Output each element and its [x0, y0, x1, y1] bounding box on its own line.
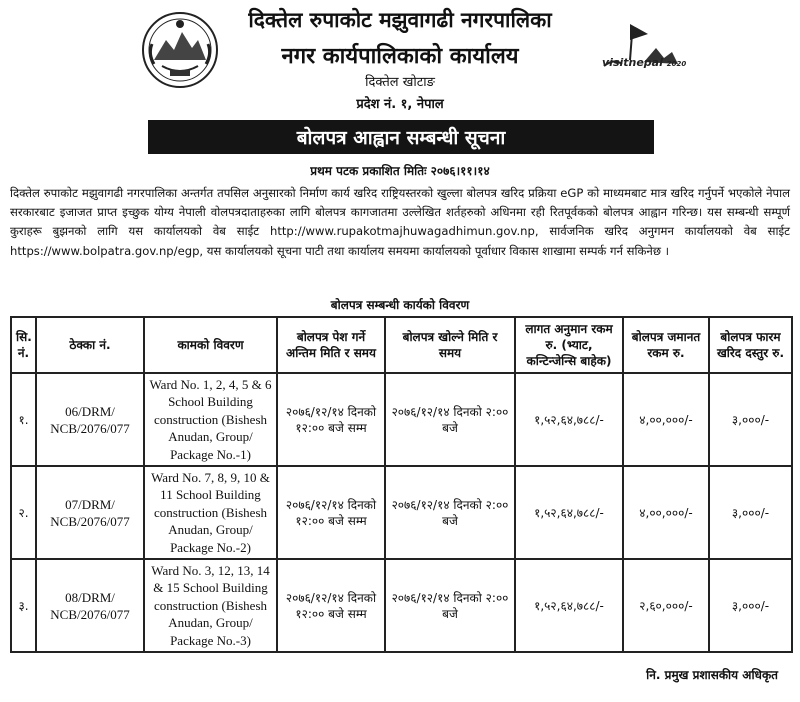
tender-table [10, 316, 793, 653]
cell-opening-date: २०७६/१२/१४ दिनको २:०० बजे [385, 373, 515, 466]
office-name: नगर कार्यपालिकाको कार्यालय [281, 44, 519, 69]
cell-work-description: Ward No. 7, 8, 9, 10 & 11 School Building construction (Bishesh Anudan, Group/ Package No.-2) [144, 466, 277, 559]
header-opening-date: बोलपत्र खोल्ने मिति र समय [385, 317, 515, 373]
cell-bid-security: २,६०,०००/- [623, 559, 709, 652]
cell-submission-deadline: २०७६/१२/१४ दिनको १२:०० बजे सम्म [277, 559, 385, 652]
office-location: दिक्तेल खोटाङ [365, 75, 435, 90]
cell-cost-estimate: १,५२,६४,७८८/- [515, 559, 623, 652]
province-line: प्रदेश नं. १, नेपाल [356, 97, 444, 112]
notice-title-banner: बोलपत्र आह्वान सम्बन्धी सूचना [148, 120, 654, 154]
cell-work-description: Ward No. 3, 12, 13, 14 & 15 School Building construction (Bishesh Anudan, Group/ Package No.-3) [144, 559, 277, 652]
header-form-fee: बोलपत्र फारम खरिद दस्तुर रु. [709, 317, 792, 373]
cell-form-fee: ३,०००/- [709, 373, 792, 466]
cell-cost-estimate: १,५२,६४,७८८/- [515, 373, 623, 466]
header-sn: सि. नं. [11, 317, 36, 373]
cell-form-fee: ३,०००/- [709, 466, 792, 559]
cell-sn: १. [11, 373, 36, 466]
table-row [11, 466, 792, 559]
table-row [11, 373, 792, 466]
cell-cost-estimate: १,५२,६४,७८८/- [515, 466, 623, 559]
cell-opening-date: २०७६/१२/१४ दिनको २:०० बजे [385, 559, 515, 652]
table-header-row [11, 317, 792, 373]
cell-bid-security: ४,००,०००/- [623, 466, 709, 559]
cell-sn: २. [11, 466, 36, 559]
table-row [11, 559, 792, 652]
header-bid-security: बोलपत्र जमानत रकम रु. [623, 317, 709, 373]
cell-sn: ३. [11, 559, 36, 652]
cell-contract-no: 07/DRM/ NCB/2076/077 [36, 466, 144, 559]
header-work-description: कामको विवरण [144, 317, 277, 373]
visit-nepal-logo-text: visitnepal 2020 [602, 56, 687, 69]
notice-header [0, 0, 800, 118]
publish-date: प्रथम पटक प्रकाशित मितिः २०७६।११।१४ [310, 164, 490, 178]
cell-form-fee: ३,०००/- [709, 559, 792, 652]
cell-submission-deadline: २०७६/१२/१४ दिनको १२:०० बजे सम्म [277, 466, 385, 559]
visit-nepal-logo-icon [600, 20, 680, 84]
header-submission-deadline: बोलपत्र पेश गर्ने अन्तिम मिति र समय [277, 317, 385, 373]
table-title: बोलपत्र सम्बन्धी कार्यको विवरण [330, 298, 470, 312]
cell-contract-no: 08/DRM/ NCB/2076/077 [36, 559, 144, 652]
cell-work-description: Ward No. 1, 2, 4, 5 & 6 School Building construction (Bishesh Anudan, Group/ Package No.-1) [144, 373, 277, 466]
cell-opening-date: २०७६/१२/१४ दिनको २:०० बजे [385, 466, 515, 559]
cell-submission-deadline: २०७६/१२/१४ दिनको १२:०० बजे सम्म [277, 373, 385, 466]
cell-contract-no: 06/DRM/ NCB/2076/077 [36, 373, 144, 466]
header-cost-estimate: लागत अनुमान रकम रु. (भ्याट, कन्टिन्जेन्सि बाहेक) [515, 317, 623, 373]
municipality-name: दिक्तेल रुपाकोट मझुवागढी नगरपालिका [248, 8, 552, 32]
header-contract-no: ठेक्का नं. [36, 317, 144, 373]
cell-bid-security: ४,००,०००/- [623, 373, 709, 466]
signatory-title: नि. प्रमुख प्रशासकीय अधिकृत [646, 668, 778, 682]
notice-body: दिक्तेल रुपाकोट मझुवागढी नगरपालिका अन्तर्गत तपसिल अनुसारको निर्माण कार्य खरिद राष्ट्रियस्तरको खुल्ला बोलपत्र खरिद प्रक्रिया eGP को माध्यमबाट मात्र खरिद गर्नुपर्ने भएकोले नेपाल सरकारबाट इजाजत प्राप्त इच्छुक योग्य नेपाली वोलपत्रदाताहरुका लागि बोलपत्र कागजातमा उल्लेखित शर्तहरुको अधिनमा रही रितपूर्वकको बोलपत्र आह्वान गरिन्छ। यस सम्बन्धी सम्पूर्ण कुराहरू बुझनको लागि यस कार्यालयको वेब साईट http://www.rupakotmajhuwagadhimun.gov.np, सार्वजनिक खरिद अनुगमन कार्यालयको वेब साईट https://www.bolpatra.gov.np/egp, यस कार्यालयको सूचना पाटी तथा कार्यालय समयमा कार्यालयको पूर्वाधार विकास शाखामा सम्पर्क गर्न सकिनेछ । [10, 186, 790, 258]
